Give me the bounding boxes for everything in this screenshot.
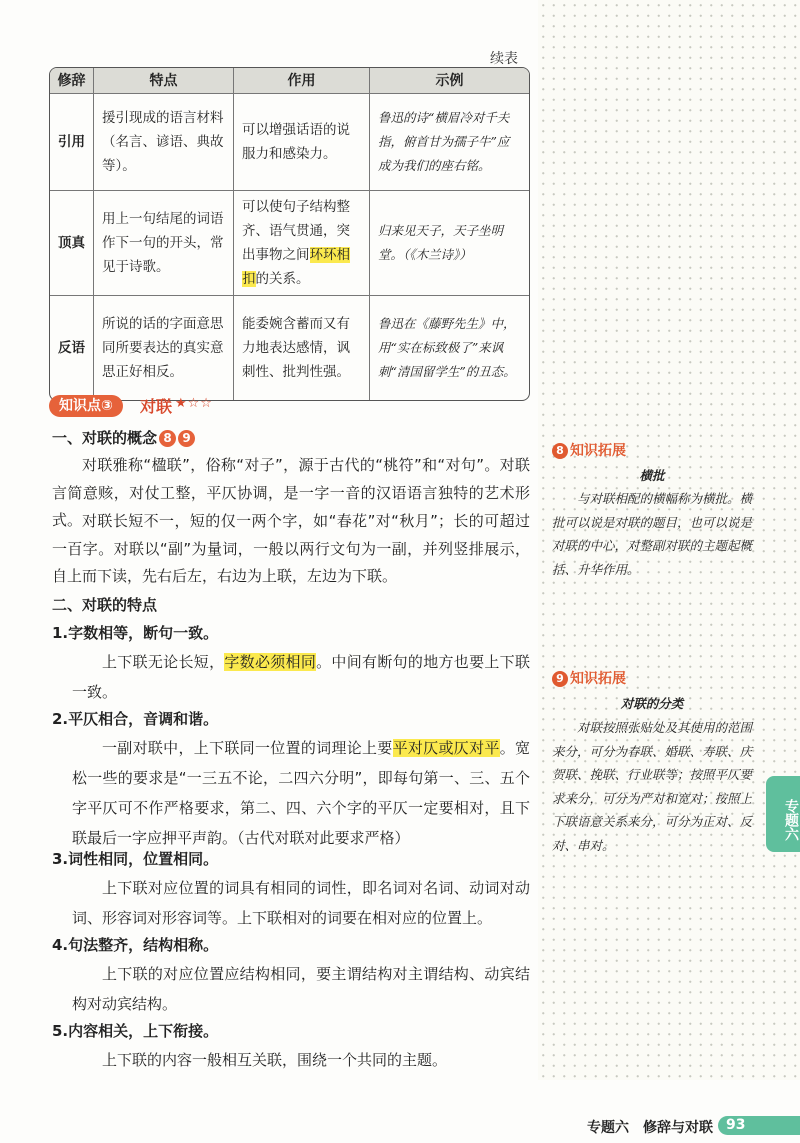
- paragraph: 对联长短不一，短的仅一两个字，如“春花”对“秋月”；长的可超过一百字。对联以“副”为量词，一般以两行文句为一副，并列竖排展示，自上而下读，先右后左，右边为上联，左边为下联。: [52, 512, 530, 585]
- feature-heading: 5.内容相关，上下衔接。: [52, 1022, 219, 1040]
- cell-example: 鲁迅在《藤野先生》中，用“实在标致极了”来讽刺“清国留学生”的丑态。: [378, 316, 516, 379]
- note-subtitle: 对联的分类: [620, 696, 684, 711]
- cell-example: 归来见天子，天子坐明堂。（《木兰诗》）: [370, 191, 529, 296]
- text: 。宽松一些的要求是“一三五不论，二四六分明”，即每句第一、三、五个字平仄可不作严格要求，第二、四、六个字的平仄一定要相对，且下联最后一字应押平声韵。（古代对联对此要求严格）: [72, 739, 530, 847]
- section-title-text: 一、对联的概念: [52, 429, 158, 447]
- cell-effect: [234, 191, 370, 296]
- note-label: 知识拓展: [570, 443, 626, 459]
- knowledge-point-title: 对联: [140, 397, 173, 416]
- page-number: 93: [718, 1116, 800, 1135]
- col-header: 特点: [94, 68, 234, 94]
- note-heading: [552, 440, 626, 460]
- effect-text: 可以使句子结构整齐、语气贯通，突出事物之间: [242, 199, 350, 263]
- note-ref-badge: 9: [178, 430, 195, 447]
- cell-feature: 所说的话的字面意思同所要表达的真实意思正好相反。: [94, 296, 234, 400]
- highlight: 平对仄或仄对平: [392, 739, 500, 757]
- table-row: [50, 94, 529, 191]
- difficulty-stars: ★☆☆: [175, 396, 213, 411]
- text: 上下联无论长短，: [102, 653, 225, 671]
- cell-feature: 援引现成的语言材料（名言、谚语、典故等）。: [94, 94, 234, 191]
- feature-body: 上下联的对应位置应结构相同，要主谓结构对主谓结构、动宾结构对动宾结构。: [72, 965, 530, 1013]
- highlight: 环环相扣: [242, 247, 350, 287]
- col-header: 示例: [370, 68, 529, 94]
- note-number: 9: [552, 671, 568, 687]
- text: 。中间有断句的地方也要上下联一致。: [72, 653, 530, 701]
- feature-heading: 4.句法整齐，结构相称。: [52, 936, 219, 954]
- feature-heading: 1.字数相等，断句一致。: [52, 624, 219, 642]
- note-ref-badge: 8: [159, 430, 176, 447]
- rhetoric-table: [49, 67, 530, 401]
- col-header: 作用: [234, 68, 370, 94]
- knowledge-point-badge: 知识点③: [49, 395, 123, 417]
- col-header: 修辞: [50, 68, 94, 94]
- cell-name: 反语: [50, 296, 94, 400]
- note-number: 8: [552, 443, 568, 459]
- feature-body: 上下联的内容一般相互关联，围绕一个共同的主题。: [102, 1051, 448, 1069]
- note-label: 知识拓展: [570, 671, 626, 687]
- chapter-tab[interactable]: 专题六: [766, 776, 800, 852]
- section-title-features: 二、对联的特点: [52, 596, 158, 614]
- highlight: 字数必须相同: [224, 653, 317, 671]
- note-body: 对联按照张贴处及其使用的范围来分，可分为春联、婚联、寿联、庆贺联、挽联、行业联等；按照平仄要求来分，可分为严对和宽对；按照上下联语意关系来分，可分为正对、反对、串对。: [552, 720, 753, 853]
- note-body: 与对联相配的横幅称为横批。横批可以说是对联的题目，也可以说是对联的中心，对整副对联的主题起概括、升华作用。: [552, 491, 753, 577]
- feature-heading: 2.平仄相合，音调和谐。: [52, 710, 219, 728]
- cell-feature: 用上一句结尾的词语作下一句的开头，常见于诗歌。: [94, 191, 234, 296]
- cell-effect: 可以增强话语的说服力和感染力。: [234, 94, 370, 191]
- feature-body: 上下联对应位置的词具有相同的词性，即名词对名词、动词对动词、形容词对形容词等。上下联相对的词要在相对应的位置上。: [72, 879, 530, 927]
- note-subtitle: 横批: [639, 468, 665, 483]
- footer-chapter: 专题六 修辞与对联: [587, 1120, 713, 1136]
- cell-effect: 能委婉含蓄而又有力地表达感情，讽刺性、批判性强。: [234, 296, 370, 400]
- table-row: [50, 191, 529, 296]
- continued-label: 续表: [490, 51, 518, 67]
- text: 一副对联中，上下联同一位置的词理论上要: [102, 739, 393, 757]
- table-header-row: [50, 68, 529, 94]
- cell-name: 引用: [50, 94, 94, 191]
- effect-text: 的关系。: [255, 271, 310, 287]
- cell-name: 顶真: [50, 191, 94, 296]
- table-row: [50, 296, 529, 400]
- feature-body: [72, 647, 530, 707]
- feature-body: [72, 733, 530, 853]
- feature-heading: 3.词性相同，位置相同。: [52, 850, 219, 868]
- note-heading: [552, 668, 626, 688]
- cell-example: 鲁迅的诗“横眉冷对千夫指，俯首甘为孺子牛”应成为我们的座右铭。: [370, 94, 529, 191]
- paragraph: 对联雅称“楹联”，俗称“对子”，源于古代的“桃符”和“对句”。对联言简意赅，对仗工整，平仄协调，是一字一音的汉语语言独特的艺术形式。: [52, 456, 530, 529]
- section-title-concept: [52, 427, 195, 448]
